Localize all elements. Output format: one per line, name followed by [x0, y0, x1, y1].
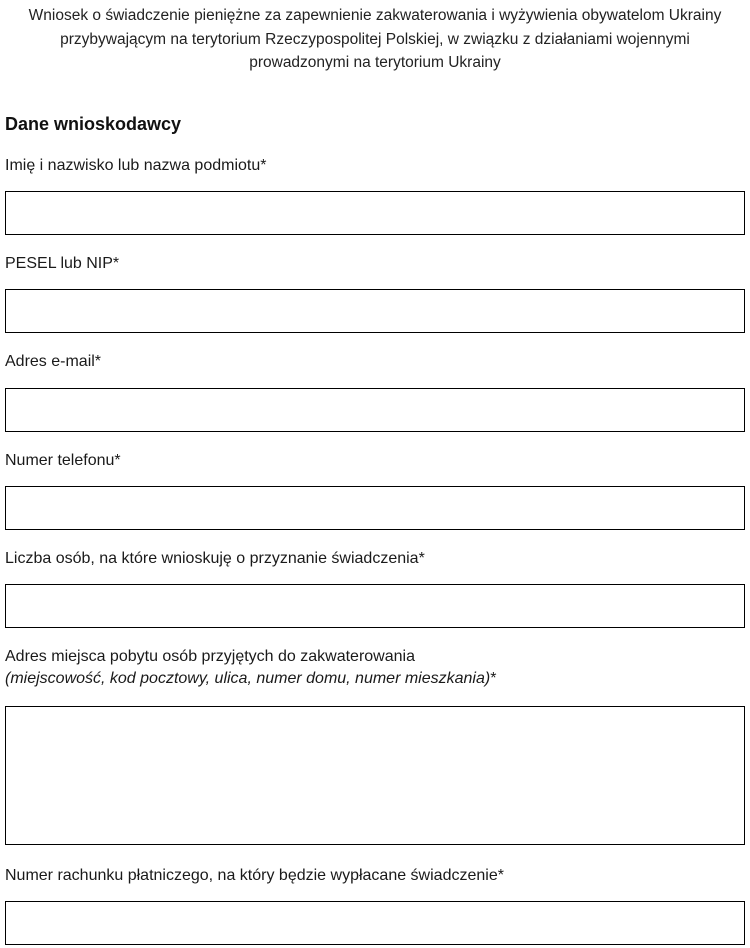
pesel-nip-label: PESEL lub NIP* [5, 255, 120, 272]
phone-field[interactable] [5, 486, 745, 530]
form-title-line-3: prowadzonymi na terytorium Ukrainy [249, 54, 501, 71]
persons-count-label: Liczba osób, na które wnioskuję o przyznanie świadczenia* [5, 550, 425, 567]
email-label: Adres e-mail* [5, 353, 102, 370]
email-field[interactable] [5, 388, 745, 432]
form-title [0, 4, 750, 75]
account-number-field[interactable] [5, 901, 745, 945]
address-required-marker: * [490, 670, 497, 687]
persons-count-field[interactable] [5, 584, 745, 628]
address-label [5, 646, 496, 690]
address-hint-text: (miejscowość, kod pocztowy, ulica, numer domu, numer mieszkania) [5, 670, 491, 687]
form-title-line-2: przybywającym na terytorium Rzeczypospolitej Polskiej, w związku z działaniami wojennymi [60, 30, 690, 48]
name-label: Imię i nazwisko lub nazwa podmiotu* [5, 157, 267, 174]
account-number-label: Numer rachunku płatniczego, na który będzie wypłacane świadczenie* [5, 867, 504, 884]
phone-label: Numer telefonu* [5, 452, 121, 469]
name-field[interactable] [5, 191, 745, 235]
address-label-main: Adres miejsca pobytu osób przyjętych do zakwaterowania [5, 648, 415, 665]
pesel-nip-field[interactable] [5, 289, 745, 333]
address-field[interactable] [5, 706, 745, 845]
section-heading-applicant: Dane wnioskodawcy [5, 114, 182, 134]
address-label-hint [5, 668, 496, 690]
form-title-line-1: Wniosek o świadczenie pieniężne za zapewnienie zakwaterowania i wyżywienia obywatelom Ukrainy [28, 7, 722, 24]
